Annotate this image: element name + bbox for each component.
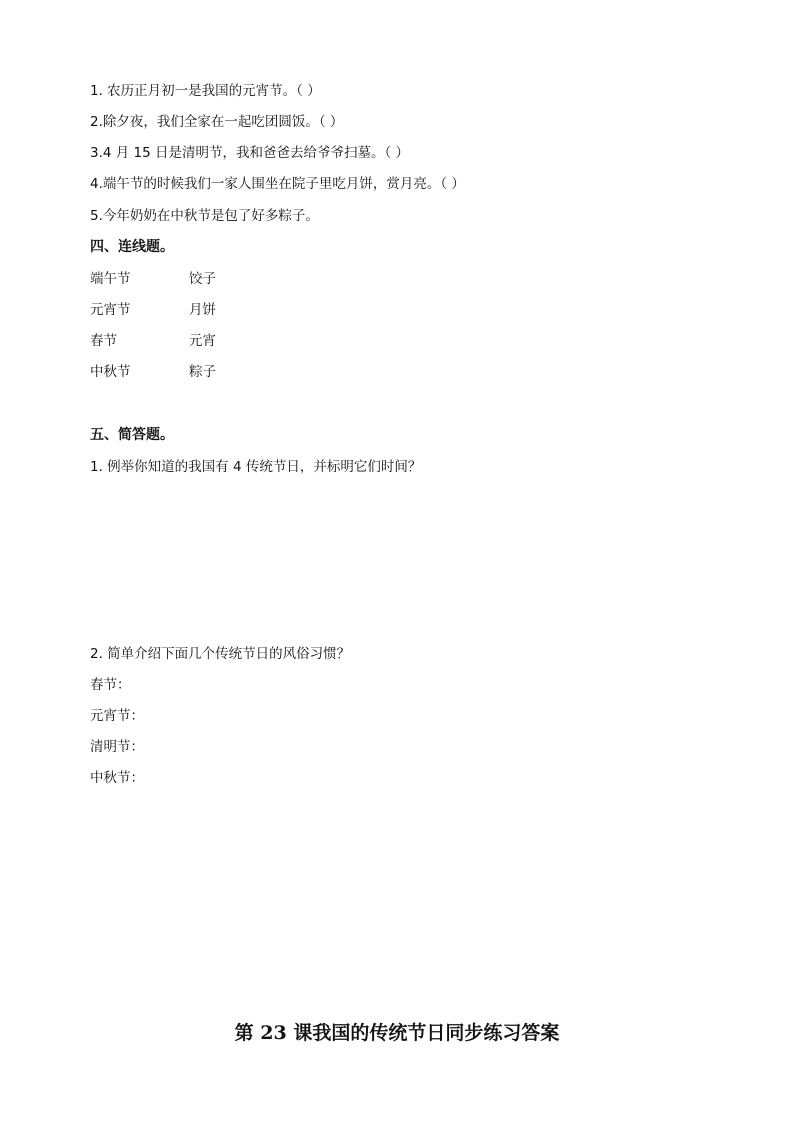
- festival-label-qingming: 清明节：: [90, 739, 144, 755]
- festival-label-lantern: 元宵节：: [90, 708, 144, 724]
- festival-label-midautumn: 中秋节：: [90, 770, 144, 786]
- answer-section-title: 第 23 课我国的传统节日同步练习答案: [234, 1022, 560, 1044]
- matching-heading: 四、连线题。: [90, 239, 174, 255]
- matching-right-1: 饺子: [189, 271, 216, 287]
- judgement-item-2: 2.除夕夜，我们全家在一起吃团圆饭。（ ）: [90, 114, 344, 130]
- matching-left-3: 春节: [90, 333, 117, 349]
- short-answer-question-1: 1. 例举你知道的我国有 4 传统节日，并标明它们时间？: [90, 459, 422, 475]
- short-answer-question-2: 2. 简单介绍下面几个传统节日的风俗习惯？: [90, 646, 351, 662]
- judgement-item-3: 3.4 月 15 日是清明节，我和爸爸去给爷爷扫墓。（ ）: [90, 145, 410, 161]
- judgement-item-4: 4.端午节的时候我们一家人围坐在院子里吃月饼，赏月亮。（ ）: [90, 176, 465, 192]
- festival-label-spring: 春节：: [90, 677, 131, 693]
- matching-left-4: 中秋节: [90, 364, 131, 380]
- matching-right-4: 粽子: [189, 364, 216, 380]
- matching-left-1: 端午节: [90, 271, 131, 287]
- matching-left-2: 元宵节: [90, 302, 131, 318]
- matching-right-3: 元宵: [189, 333, 216, 349]
- judgement-item-1: 1. 农历正月初一是我国的元宵节。（ ）: [90, 83, 321, 99]
- short-answer-heading: 五、简答题。: [90, 427, 174, 443]
- matching-right-2: 月饼: [189, 302, 216, 318]
- judgement-item-5: 5.今年奶奶在中秋节是包了好多粽子。: [90, 208, 319, 224]
